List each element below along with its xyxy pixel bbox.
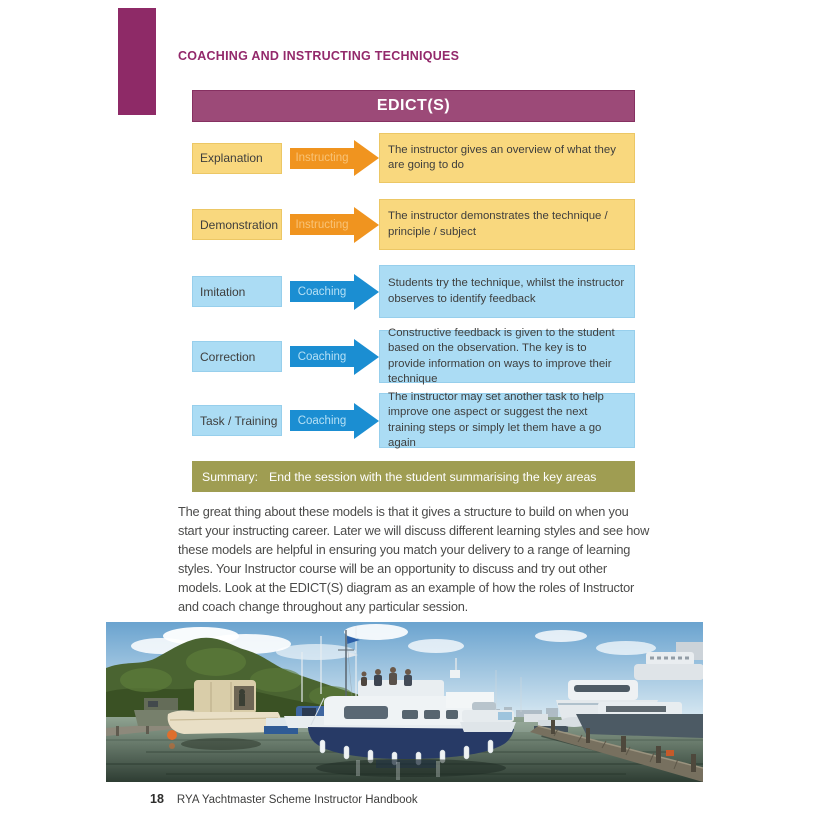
marina-photo-illustration: [106, 622, 703, 782]
edict-row-task-training: [192, 390, 635, 449]
purple-accent-bar: [118, 8, 156, 115]
edict-row-explanation: [192, 133, 635, 183]
arrow-label: Coaching: [290, 281, 354, 302]
arrow-label: Coaching: [290, 410, 354, 431]
page-footer: [150, 792, 418, 806]
arrow-head-icon: [354, 274, 379, 310]
stage-description: The instructor demonstrates the technique / principle / subject: [379, 199, 635, 250]
stage-description: Constructive feedback is given to the student based on the observation. The key is to provide information on ways to improve their technique: [379, 330, 635, 383]
stage-label-box: Task / Training: [192, 405, 282, 436]
edict-title-label: EDICT(S): [376, 97, 451, 114]
coaching-arrow-icon: [290, 274, 379, 310]
coaching-arrow-icon: [290, 339, 379, 375]
arrow-head-icon: [354, 403, 379, 439]
arrow-label: Coaching: [290, 346, 354, 367]
stage-description: The instructor gives an overview of what they are going to do: [379, 133, 635, 183]
arrow-label: Instructing: [290, 148, 354, 169]
arrow-head-icon: [354, 207, 379, 243]
instructing-arrow-icon: [290, 140, 379, 176]
marina-boats-photo: [106, 622, 703, 782]
summary-label: Summary:: [202, 469, 259, 484]
instructing-arrow-icon: [290, 207, 379, 243]
summary-text: End the session with the student summarising the key areas: [269, 469, 597, 484]
body-paragraph: The great thing about these models is that it gives a structure to build on when you start your instructing career. Later we will discuss different learning styles and see how these models are helpful in ensuring you match your delivery to a range of learning styles. Your Instructor course will be an opportunity to discuss and try out other models. Look at the EDICT(S) diagram as an example of how the roles of Instructor and coach change throughout any particular session.: [178, 504, 650, 614]
stage-label-box: Explanation: [192, 143, 282, 174]
stage-label-box: Demonstration: [192, 209, 282, 240]
arrow-head-icon: [354, 140, 379, 176]
page-title: COACHING AND INSTRUCTING TECHNIQUES: [178, 49, 460, 63]
edict-diagram-title: [192, 90, 635, 122]
arrow-label: Instructing: [290, 214, 354, 235]
summary-bar: [192, 461, 635, 492]
stage-description: Students try the technique, whilst the instructor observes to identify feedback: [379, 265, 635, 318]
stage-description: The instructor may set another task to help improve one aspect or suggest the next training steps or simply let them have a go again: [379, 393, 635, 448]
footer-title: RYA Yachtmaster Scheme Instructor Handbook: [176, 794, 418, 806]
page-number: 18: [150, 792, 164, 806]
arrow-head-icon: [354, 339, 379, 375]
edict-row-correction: [192, 326, 635, 385]
coaching-arrow-icon: [290, 403, 379, 439]
edict-row-demonstration: [192, 199, 635, 250]
stage-label-box: Imitation: [192, 276, 282, 307]
stage-label-box: Correction: [192, 341, 282, 372]
edict-row-imitation: [192, 265, 635, 318]
